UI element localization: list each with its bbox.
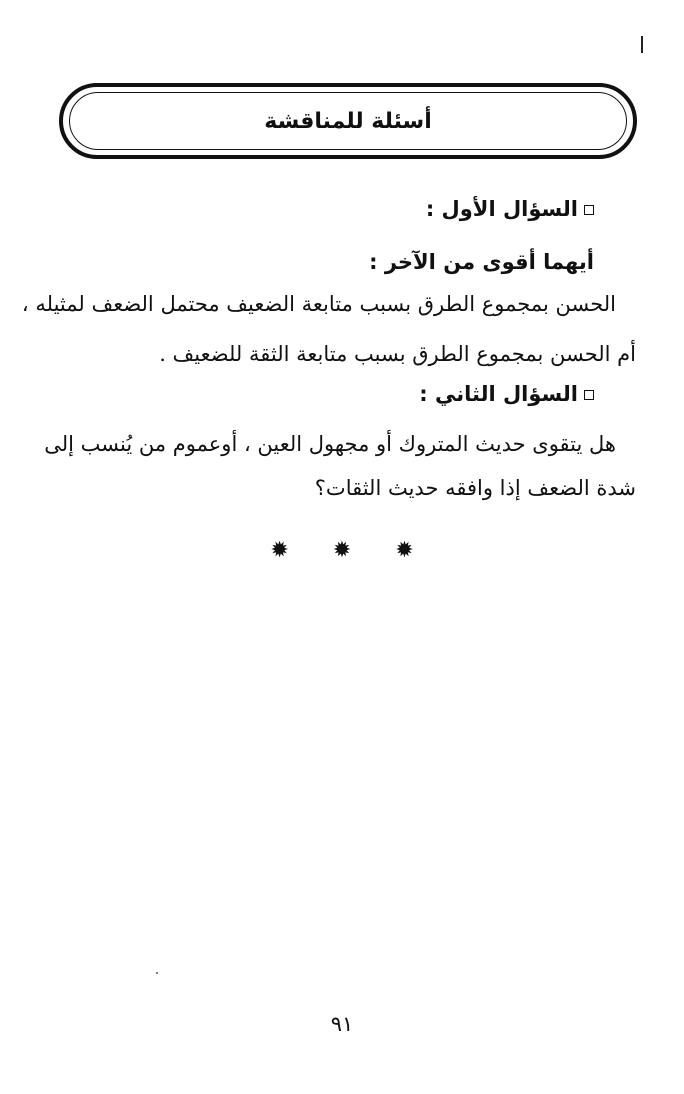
question-2-heading-text: السؤال الثاني : <box>419 382 578 406</box>
question-2-line-1: هل يتقوى حديث المتروك أو مجهول العين ، أوعموم من يُنسب إلى <box>44 432 616 456</box>
question-2-heading <box>419 382 594 406</box>
question-1-line-1: الحسن بمجموع الطرق بسبب متابعة الضعيف محتمل الضعف لمثيله ، <box>21 292 616 316</box>
question-1-heading-text: السؤال الأول : <box>425 197 578 221</box>
scan-speck <box>156 972 158 974</box>
question-1-line-2: أم الحسن بمجموع الطرق بسبب متابعة الثقة للضعيف . <box>159 342 636 366</box>
section-separator <box>0 540 684 562</box>
question-1-heading <box>426 197 594 221</box>
page-title: أسئلة للمناقشة <box>264 108 432 134</box>
square-bullet-icon <box>584 390 594 400</box>
title-frame <box>59 83 637 159</box>
page-edge-mark <box>641 36 643 53</box>
square-bullet-icon <box>584 205 594 215</box>
title-frame-inner <box>69 92 627 150</box>
page-number: ٩١ <box>330 1012 354 1036</box>
question-1-subheading: أيهما أقوى من الآخر : <box>369 250 594 274</box>
star-ornament-icon: ✹ <box>395 538 414 563</box>
star-ornament-icon: ✹ <box>332 538 352 563</box>
star-ornament-icon: ✹ <box>270 538 289 563</box>
question-2-line-2: شدة الضعف إذا وافقه حديث الثقات؟ <box>314 476 636 500</box>
